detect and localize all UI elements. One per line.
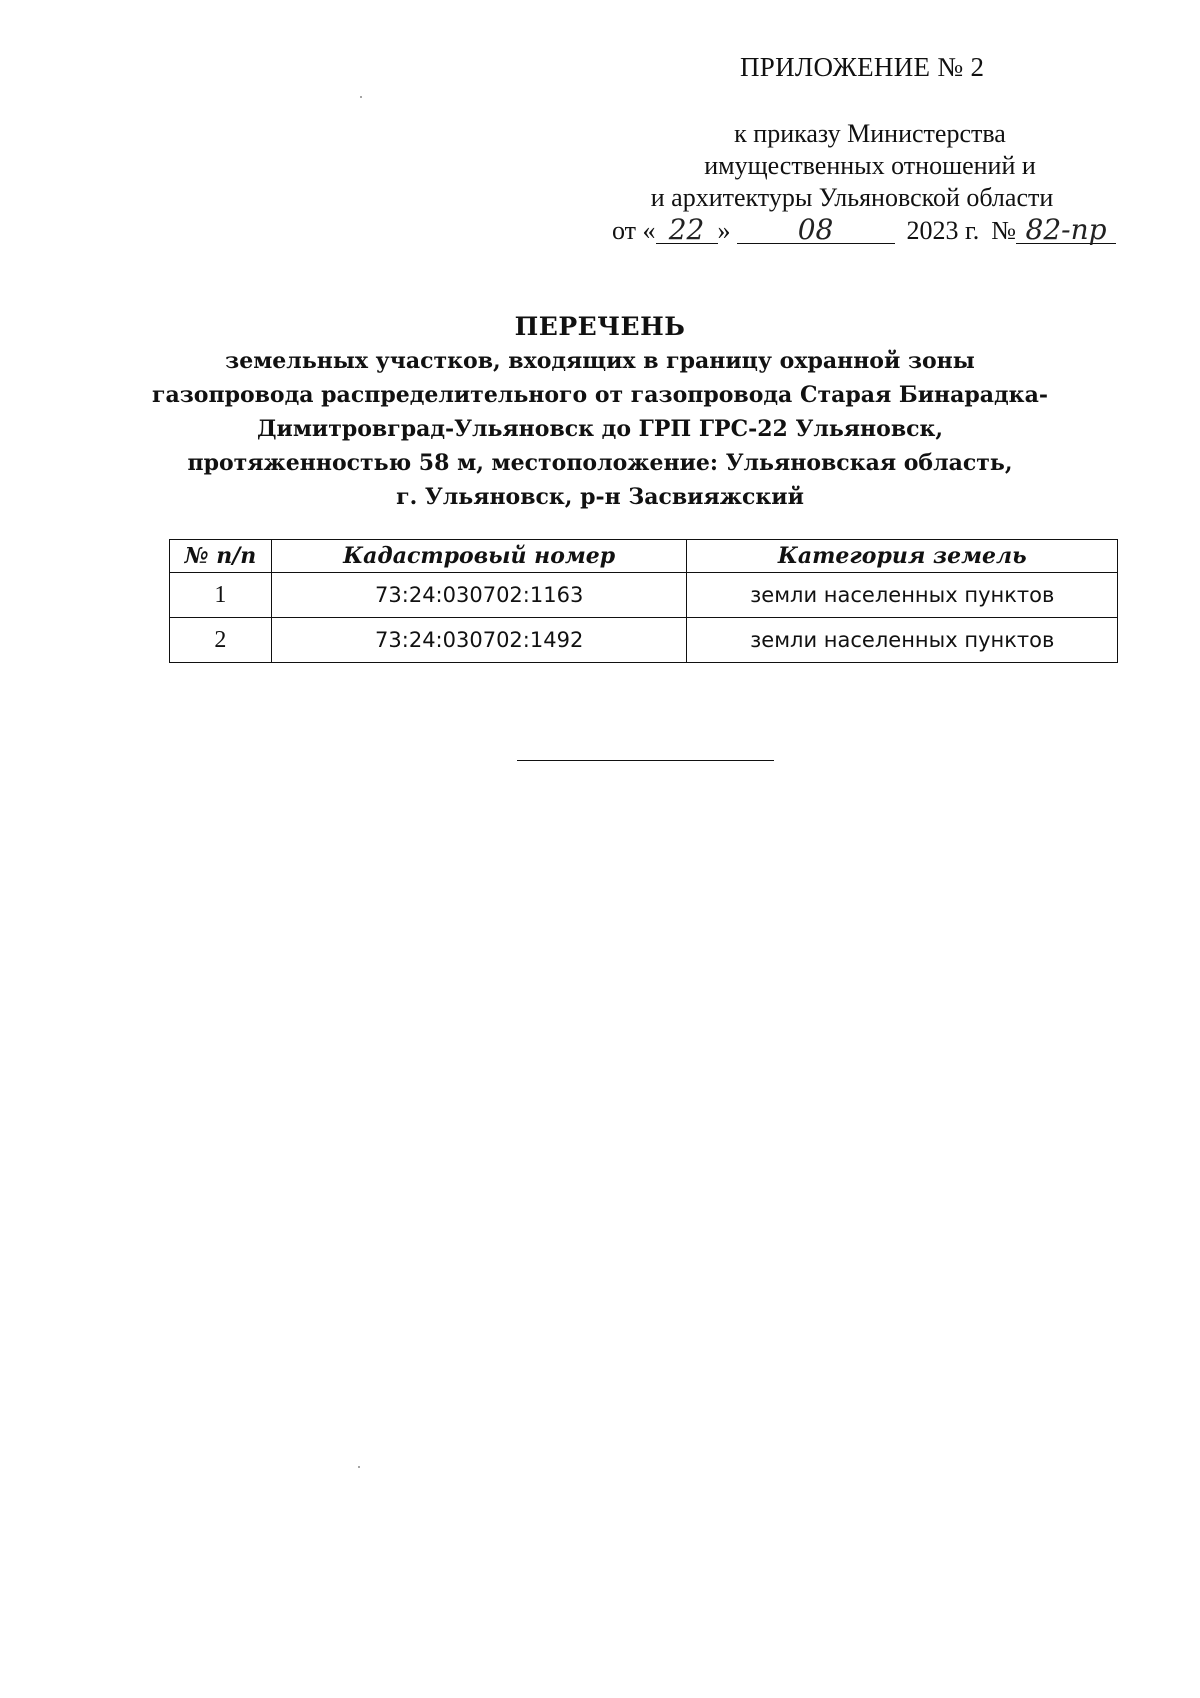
year-text: 2023 г.	[906, 216, 980, 245]
appendix-title: ПРИЛОЖЕНИЕ № 2	[740, 52, 985, 82]
header-cadastral-number: Кадастровый номер	[271, 540, 687, 573]
land-plots-table	[169, 539, 1118, 663]
scan-speck	[358, 1466, 360, 1468]
order-date-line	[612, 213, 1116, 246]
land-category: земли населенных пунктов	[687, 618, 1118, 663]
order-line: имущественных отношений и	[704, 151, 1036, 180]
row-number: 1	[170, 573, 272, 618]
order-reference	[610, 118, 1130, 214]
handwritten-day: 22	[656, 217, 718, 244]
document-subtitle	[150, 344, 1050, 514]
handwritten-order-number: 82-пр	[1016, 217, 1116, 244]
date-prefix: от «	[612, 216, 656, 245]
cadastral-number: 73:24:030702:1492	[271, 618, 687, 663]
subtitle-line: Димитровград-Ульяновск до ГРП ГРС-22 Ульяновск,	[256, 416, 944, 442]
land-category: земли населенных пунктов	[687, 573, 1118, 618]
row-number: 2	[170, 618, 272, 663]
scan-speck	[360, 96, 362, 98]
header-land-category: Категория земель	[687, 540, 1118, 573]
table-row	[170, 618, 1118, 663]
order-line: к приказу Министерства	[734, 119, 1006, 148]
table-header-row	[170, 540, 1118, 573]
land-plots-table-wrapper	[169, 539, 1118, 663]
subtitle-line: земельных участков, входящих в границу охранной зоны	[225, 348, 975, 374]
table-row	[170, 573, 1118, 618]
subtitle-line: протяженностью 58 м, местоположение: Ульяновская область,	[187, 450, 1013, 476]
header-number: № п/п	[170, 540, 272, 573]
end-of-document-rule	[517, 760, 774, 761]
subtitle-line: газопровода распределительного от газопровода Старая Бинарадка-	[152, 382, 1048, 408]
handwritten-month: 08	[737, 217, 895, 244]
subtitle-line: г. Ульяновск, р-н Засвияжский	[396, 484, 804, 510]
cadastral-number: 73:24:030702:1163	[271, 573, 687, 618]
date-quote-close: »	[717, 216, 731, 245]
order-line: и архитектуры Ульяновской области	[650, 183, 1054, 212]
number-prefix: №	[991, 216, 1017, 245]
document-title: ПЕРЕЧЕНЬ	[514, 312, 686, 341]
document-title-block	[150, 310, 1050, 514]
